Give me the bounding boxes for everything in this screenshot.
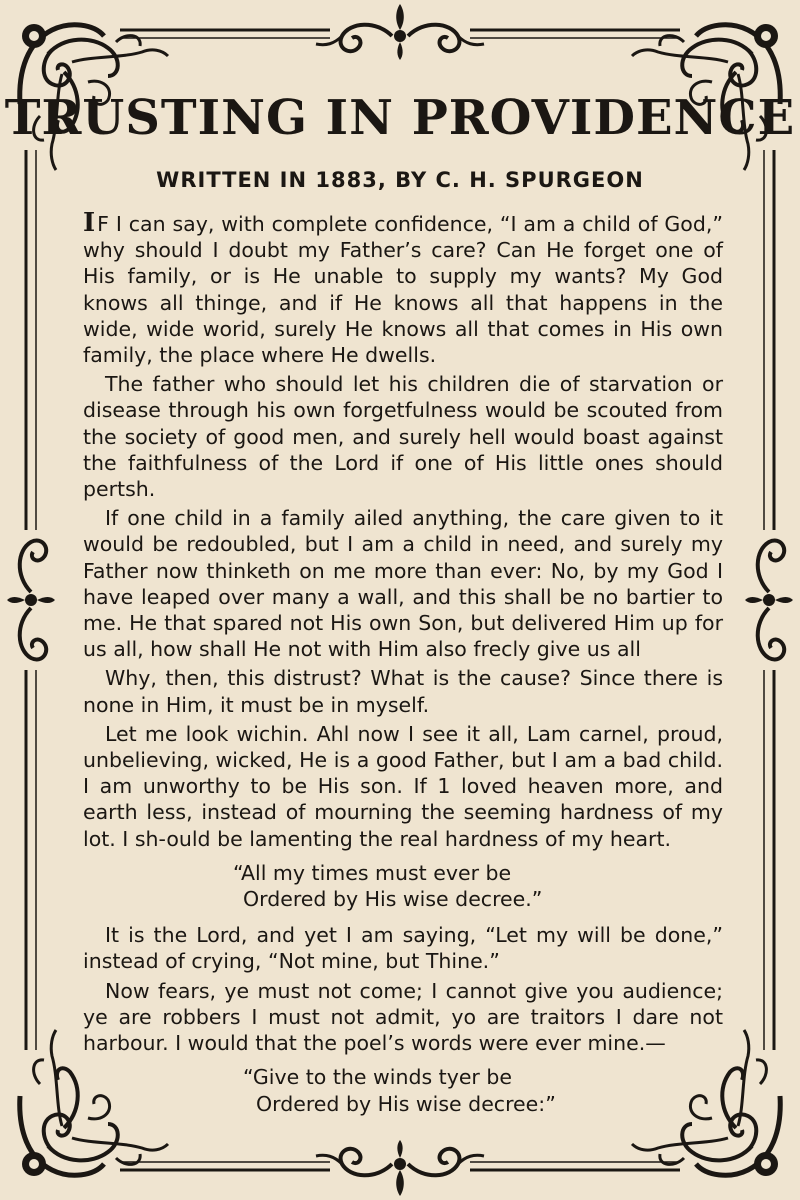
verse-1 — [83, 860, 723, 912]
document-subtitle: WRITTEN IN 1883, BY C. H. SPURGEON — [156, 168, 644, 192]
verse-1-line-1: “All my times must ever be — [233, 860, 512, 885]
verse-2-line-2: Ordered by His wise decree:” — [256, 1091, 556, 1116]
paragraph-1 — [83, 210, 723, 368]
verse-2 — [83, 1064, 723, 1116]
document-title: TRUSTING IN PROVIDENCE — [4, 90, 796, 146]
paragraph-1-text: F I can say, with complete confidence, “I am a child of God,” why should I doubt my Father’s care? Can He forget one of His family, or is He unable to supply my wants? My God knows all thinge, and if He knows all that happens in the wide, wide worid, surely He knows all that comes in His own family, the place where He dwells. — [83, 212, 723, 368]
document-body — [83, 210, 723, 1127]
paragraph-2: The father who should let his children die of starvation or disease through his own forgetfulness would be scouted from the society of good men, and surely hell would boast against the faithfulness of the Lord if one of His little ones should pertsh. — [83, 372, 723, 502]
paragraph-6: It is the Lord, and yet I am saying, “Let my will be done,” instead of crying, “Not mine, but Thine.” — [83, 923, 723, 974]
paragraph-7: Now fears, ye must not come; I cannot give you audience; ye are robbers I must not admit, yo are traitors I dare not harbour. I would that the poel’s words were ever mine.— — [83, 978, 723, 1056]
paragraph-4: Why, then, this distrust? What is the cause? Since there is none in Him, it must be in myself. — [83, 666, 723, 717]
verse-2-line-1: “Give to the winds tyer be — [243, 1065, 513, 1090]
paragraph-3: If one child in a family ailed anything, the care given to it would be redoubled, but I am a child in need, and surely my Father now thinketh on me more than ever: No, by my God I have leaped over many a wall, and this shall be no bartier to me. He that spared not His own Son, but delivered Him up for us all, how shall He not with Him also frecly give us all — [83, 506, 723, 662]
drop-cap: I — [83, 208, 96, 238]
verse-1-line-2: Ordered by His wise decree.” — [243, 887, 543, 912]
paragraph-5: Let me look wichin. Ahl now I see it all, Lam carnel, proud, unbelieving, wicked, He is a good Father, but I am a bad child. I am unworthy to be His son. If 1 loved heaven more, and earth less, instead of mourning the seeming hardness of my lot. I sh-ould be lamenting the real hardness of my heart. — [83, 721, 723, 851]
